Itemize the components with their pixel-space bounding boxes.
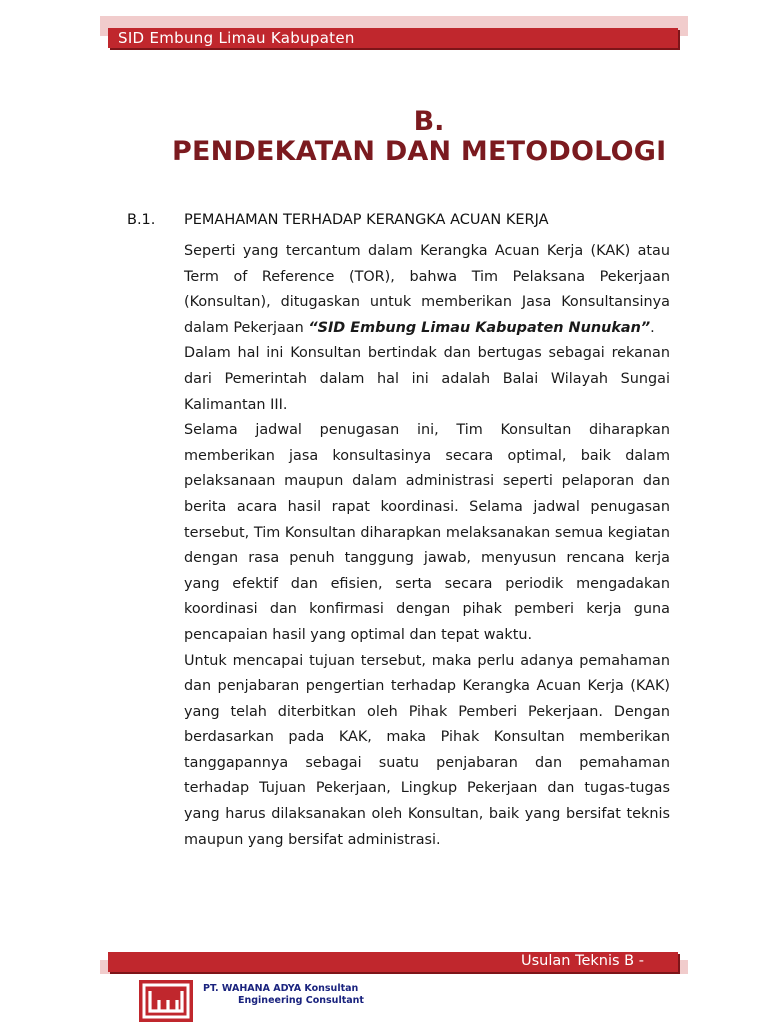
footer-label: Usulan Teknis B -	[521, 953, 644, 969]
paragraph-3: Selama jadwal penugasan ini, Tim Konsultan diharapkan memberikan jasa konsultasinya secara optimal, baik dalam pelaksanaan maupun dalam administrasi seperti pelaporan dan berita acara hasil rapat koordinasi. Selama jadwal penugasan tersebut, Tim Konsultan diharapkan melaksanakan semua kegiatan dengan rasa penuh tanggung jawab, menyusun rencana kerja yang efektif dan efisien, serta secara periodik mengadakan koordinasi dan konfirmasi dengan pihak pemberi kerja guna pencapaian hasil yang optimal dan tepat waktu.	[184, 422, 670, 643]
section-number: B.1.	[127, 212, 156, 228]
paragraph-1	[184, 239, 670, 341]
company-subtitle: Engineering Consultant	[238, 995, 364, 1006]
body-text	[184, 239, 670, 853]
chapter-title: PENDEKATAN DAN METODOLOGI	[172, 136, 667, 167]
header-title: SID Embung Limau Kabupaten	[118, 29, 355, 47]
company-name: PT. WAHANA ADYA Konsultan	[203, 983, 359, 994]
paragraph-1-end: .	[650, 319, 655, 336]
section-title: PEMAHAMAN TERHADAP KERANGKA ACUAN KERJA	[184, 212, 549, 228]
paragraph-2: Dalam hal ini Konsultan bertindak dan bertugas sebagai rekanan dari Pemerintah dalam hal ini adalah Balai Wilayah Sungai Kalimantan III.	[184, 345, 670, 413]
logo-mark-icon	[139, 980, 193, 1022]
wahana-adya-logo-icon	[139, 980, 193, 1022]
paragraph-4: Untuk mencapai tujuan tersebut, maka perlu adanya pemahaman dan penjabaran pengertian terhadap Kerangka Acuan Kerja (KAK) yang telah diterbitkan oleh Pihak Pemberi Pekerjaan. Dengan berdasarkan pada KAK, maka Pihak Konsultan memberikan tanggapannya sebagai suatu penjabaran dan pemahaman terhadap Tujuan Pekerjaan, Lingkup Pekerjaan dan tugas-tugas yang harus dilaksanakan oleh Konsultan, baik yang bersifat teknis maupun yang bersifat administrasi.	[184, 652, 670, 848]
section-heading	[127, 212, 549, 228]
paragraph-1-text: Seperti yang tercantum dalam Kerangka Acuan Kerja (KAK) atau Term of Reference (TOR), bahwa Tim Pelaksana Pekerjaan (Konsultan), ditugaskan untuk memberikan Jasa Konsultansinya dalam Pekerjaan	[184, 243, 670, 336]
project-name: “SID Embung Limau Kabupaten Nunukan”	[308, 319, 651, 336]
chapter-number: B.	[413, 106, 445, 137]
